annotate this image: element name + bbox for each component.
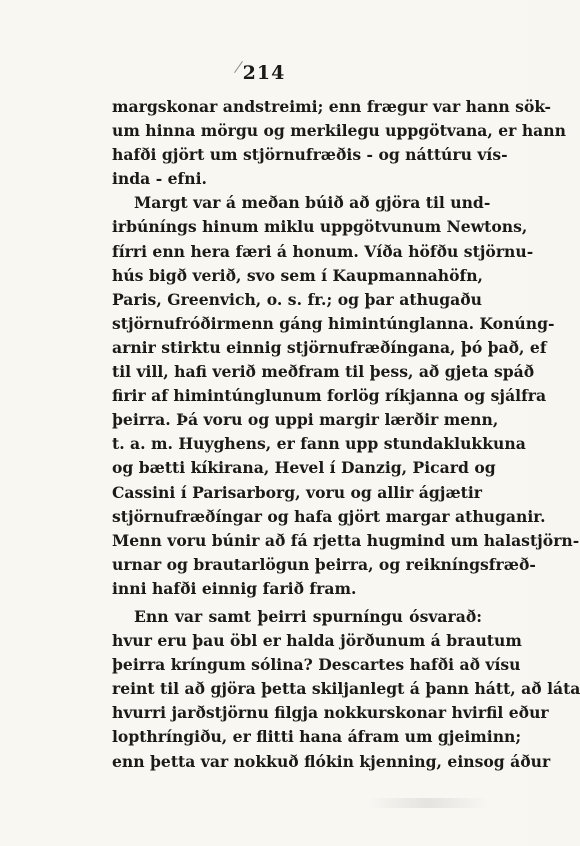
text-line: hafði gjört um stjörnufræðis - og náttúru vís-: [112, 145, 508, 165]
text-line: margskonar andstreimi; enn frægur var hann sök-: [112, 97, 552, 116]
text-line: þeirra. Þá voru og uppi margir lærðir menn,: [112, 410, 499, 430]
text-line: stjörnufræðíngar og hafa gjört margar athuganir.: [112, 506, 546, 526]
page-stain: [368, 798, 488, 808]
text-line: inda - efni.: [112, 169, 207, 189]
text-line: lopthríngiðu, er flitti hana áfram um gjeiminn;: [112, 727, 522, 747]
text-line: enn þetta var nokkuð flókin kjenning, einsog áður: [112, 751, 551, 771]
text-line: til vill, hafi verið meðfram til þess, að gjeta spáð: [112, 362, 535, 382]
text-line: stjörnufróðirmenn gáng himintúnglanna. Konúng-: [112, 313, 555, 333]
text-line: hús bigð verið, svo sem í Kaupmannahöfn,: [112, 265, 483, 285]
text-line: reint til að gjöra þetta skiljanlegt á þann hátt, að láta: [112, 679, 580, 699]
text-line: Cassini í Parisarborg, voru og allir ágjætir: [112, 482, 482, 502]
text-line: t. a. m. Huyghens, er fann upp stundaklukkuna: [112, 434, 526, 454]
text-line: inni hafði einnig farið fram.: [112, 578, 357, 598]
text-line: firir af himintúnglunum forlög ríkjanna og sjálfra: [112, 386, 547, 406]
page-body-text: [112, 95, 580, 774]
text-line: urnar og brautarlögun þeirra, og reikníngsfræð-: [112, 554, 536, 574]
page-number: 214: [242, 62, 286, 84]
text-line: irbúníngs hinum miklu uppgötvunum Newtons,: [112, 217, 528, 237]
text-line: hvur eru þau öbl er halda jörðunum á brautum: [112, 631, 522, 651]
text-line: Paris, Greenvich, o. s. fr.; og þar athugaðu: [112, 289, 482, 309]
text-line: Menn voru búnir að fá rjetta hugmind um halastjörn-: [112, 530, 580, 550]
text-line: um hinna mörgu og merkilegu uppgötvana, er hann: [112, 121, 566, 141]
text-line: fírri enn hera færi á honum. Víða höfðu stjörnu-: [112, 241, 534, 261]
text-line: hvurri jarðstjörnu filgja nokkurskonar hvirfil eður: [112, 703, 549, 723]
text-line: Margt var á meðan búið að gjöra til und-: [134, 193, 491, 213]
text-line: Enn var samt þeirri spurníngu ósvarað:: [134, 606, 482, 626]
text-line: þeirra kríngum sólina? Descartes hafði að vísu: [112, 655, 521, 675]
text-line: arnir stirktu einnig stjörnufræðíngana, þó það, ef: [112, 337, 547, 357]
text-line: og bætti kíkirana, Hevel í Danzig, Picard og: [112, 458, 496, 478]
